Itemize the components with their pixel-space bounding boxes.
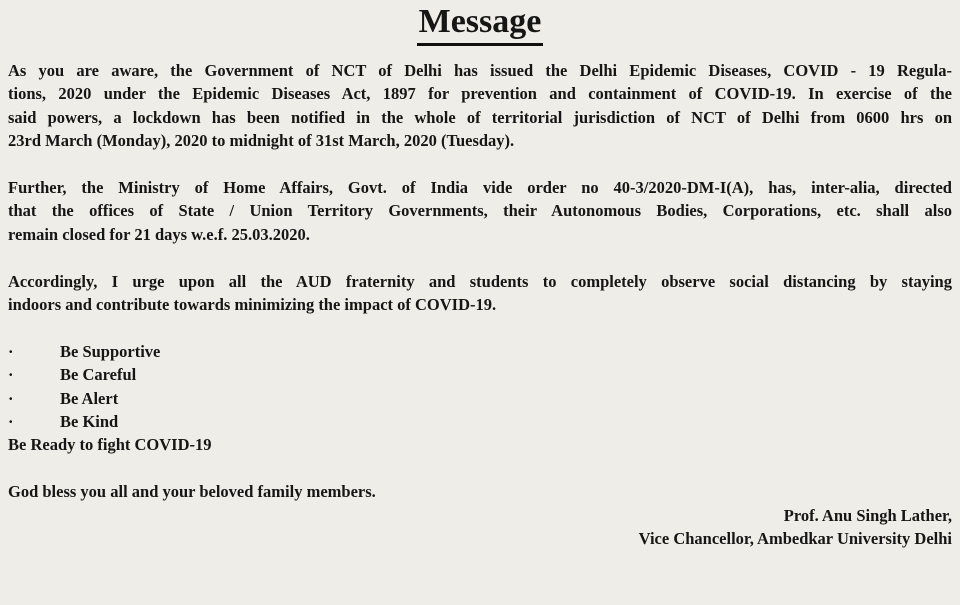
paragraph-line: Accordingly, I urge upon all the AUD fraternity and students to completely observe social distancing by staying — [8, 271, 952, 291]
bullet-marker-icon: · — [8, 388, 14, 408]
bullet-item-label: Be Careful — [60, 365, 137, 385]
paragraphs-container — [8, 59, 952, 316]
signature-name: Prof. Anu Singh Lather, — [783, 505, 952, 525]
paragraph — [8, 176, 952, 246]
paragraph-line: Further, the Ministry of Home Affairs, Govt. of India vide order no 40-3/2020-DM-I(A), has, inter-alia, directed — [8, 178, 952, 198]
bullet-item — [8, 410, 952, 433]
bullet-item — [8, 340, 952, 363]
paragraph-line: indoors and contribute towards minimizing the impact of COVID-19. — [8, 295, 497, 315]
signature-title: Vice Chancellor, Ambedkar University Delhi — [638, 529, 952, 549]
paragraph-line: said powers, a lockdown has been notified in the whole of territorial jurisdiction of NCT of Delhi from 0600 hrs on — [8, 107, 952, 127]
bullet-marker-icon: · — [8, 365, 14, 385]
bullet-item — [8, 387, 952, 410]
paragraph-line: As you are aware, the Government of NCT of Delhi has issued the Delhi Epidemic Diseases, COVID - 19 Regula- — [8, 61, 952, 80]
bullet-list — [8, 340, 952, 434]
bullet-marker-icon: · — [8, 341, 14, 361]
bullet-item-label: Be Alert — [60, 388, 119, 408]
paragraph-line: tions, 2020 under the Epidemic Diseases Act, 1897 for prevention and containment of COVID-19. In exercise of the — [8, 84, 952, 104]
bullet-item-label: Be Kind — [60, 412, 119, 432]
blank-line — [8, 457, 952, 480]
paragraph-line: remain closed for 21 days w.e.f. 25.03.2020. — [8, 224, 310, 244]
paragraph-line: that the offices of State / Union Territory Governments, their Autonomous Bodies, Corporations, etc. shall also — [8, 201, 952, 221]
paragraph-line: 23rd March (Monday), 2020 to midnight of 31st March, 2020 (Tuesday). — [8, 131, 515, 151]
signature-block — [8, 504, 952, 551]
bullet-item-label: Be Supportive — [60, 341, 161, 361]
bullet-item — [8, 363, 952, 386]
title-container — [8, 2, 952, 46]
bullet-marker-icon: · — [8, 412, 14, 432]
page-title: Message — [417, 2, 544, 46]
paragraph — [8, 59, 952, 153]
message-body — [8, 59, 952, 550]
closing-line: God bless you all and your beloved family members. — [8, 482, 376, 502]
bullet-list-footer: Be Ready to fight COVID-19 — [8, 435, 212, 455]
paragraph — [8, 270, 952, 317]
